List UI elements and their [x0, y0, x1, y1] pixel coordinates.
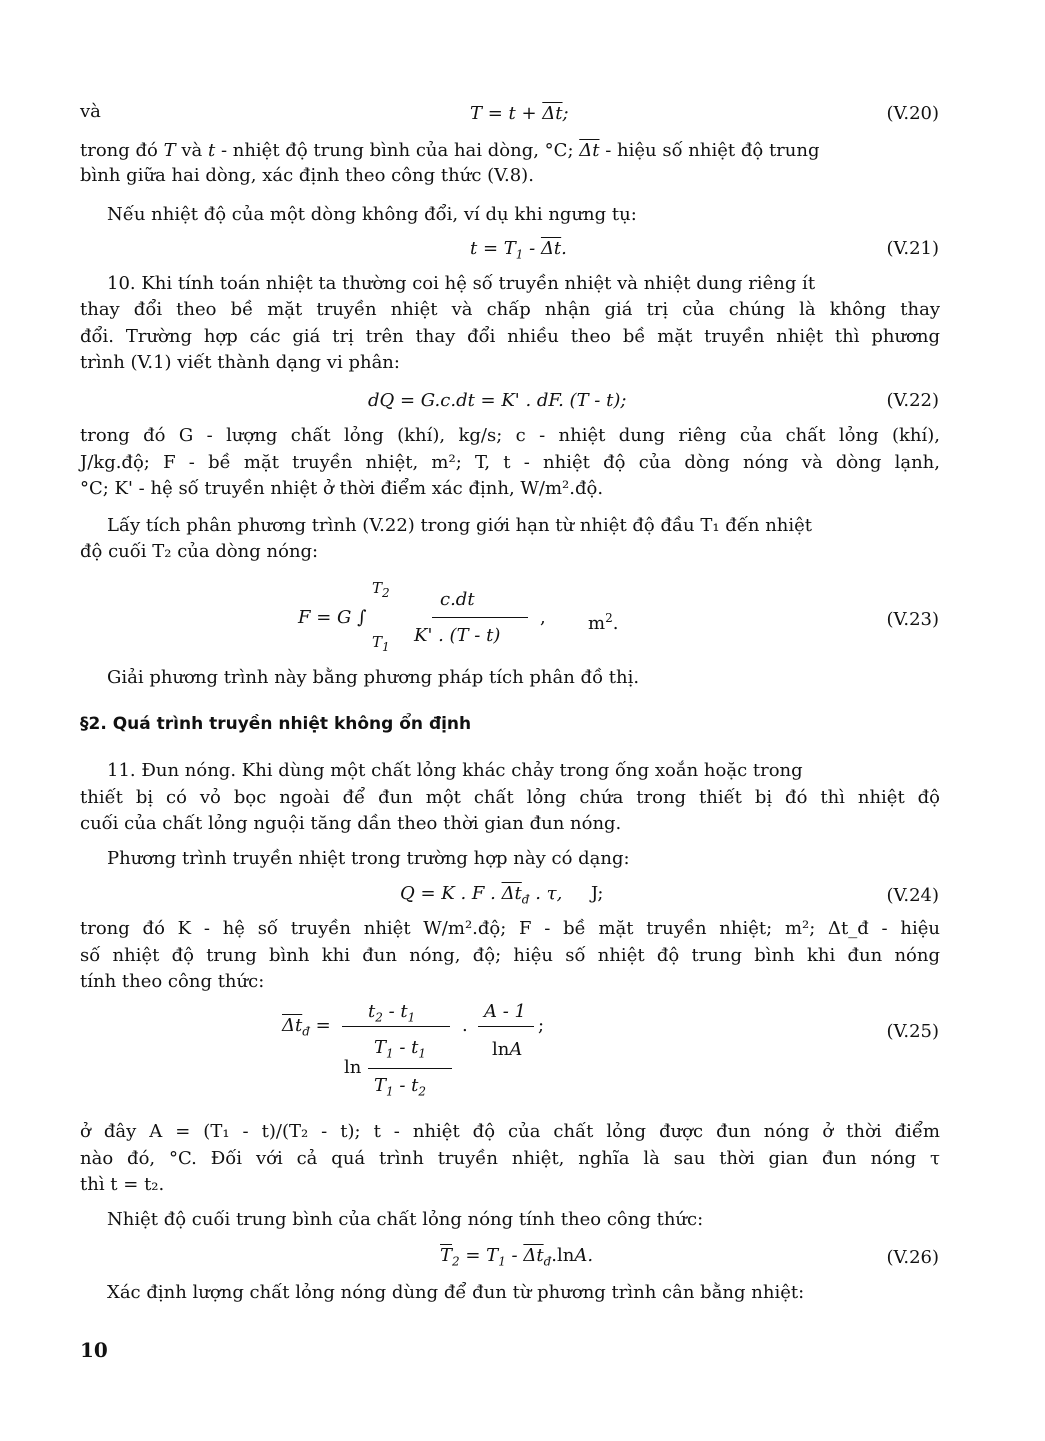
paragraph-line: ở đây A = (T₁ - t)/(T₂ - t); t - nhiệt độ của chất lỏng được đun nóng ở thời điểm: [80, 1121, 940, 1142]
paragraph-line: Nếu nhiệt độ của một dòng không đổi, ví dụ khi ngưng tụ:: [107, 204, 637, 225]
paragraph-line: nào đó, °C. Đối với cả quá trình truyền nhiệt, nghĩa là sau thời gian đun nóng τ: [80, 1148, 940, 1169]
equation-v22: dQ = G.c.dt = K' . dF. (T - t);: [368, 390, 627, 411]
page-number: 10: [80, 1338, 108, 1362]
paragraph-line: trong đó K - hệ số truyền nhiệt W/m².độ; F - bề mặt truyền nhiệt; m²; Δt_đ - hiệu: [80, 918, 940, 939]
paragraph-line: Nhiệt độ cuối trung bình của chất lỏng nóng tính theo công thức:: [107, 1209, 704, 1230]
paragraph-line: số nhiệt độ trung bình khi đun nóng, độ; hiệu số nhiệt độ trung bình khi đun nóng: [80, 945, 940, 966]
paragraph-line: đổi. Trường hợp các giá trị trên thay đổi nhiều theo bề mặt truyền nhiệt thì phương: [80, 326, 940, 347]
paragraph-line: 11. Đun nóng. Khi dùng một chất lỏng khác chảy trong ống xoắn hoặc trong: [107, 760, 803, 781]
equation-v20: $T = t + \overline{\Delta t}$;: [470, 103, 569, 124]
paragraph-line: độ cuối T₂ của dòng nóng:: [80, 541, 319, 562]
eq-label-v22: (V.22): [886, 390, 939, 411]
section-heading: §2. Quá trình truyền nhiệt không ổn định: [80, 714, 472, 734]
paragraph-line: Phương trình truyền nhiệt trong trường hợp này có dạng:: [107, 848, 630, 869]
eq-label-v24: (V.24): [886, 885, 939, 906]
paragraph-line: trình (V.1) viết thành dạng vi phân:: [80, 352, 400, 373]
paragraph-line: Lấy tích phân phương trình (V.22) trong giới hạn từ nhiệt độ đầu T₁ đến nhiệt: [107, 515, 813, 536]
paragraph-line: °C; K' - hệ số truyền nhiệt ở thời điểm xác định, W/m².độ.: [80, 478, 604, 499]
paragraph-line: thì t = t₂.: [80, 1174, 165, 1195]
equation-v24: Q = K . F . $\overline{\Delta t}_đ$ . τ, J;: [400, 883, 604, 907]
paragraph-line: thiết bị có vỏ bọc ngoài để đun một chất lỏng chứa trong thiết bị đó thì nhiệt độ: [80, 787, 940, 808]
paragraph-line: Xác định lượng chất lỏng nóng dùng để đun từ phương trình cân bằng nhiệt:: [107, 1282, 805, 1303]
paragraph-line: trong đó T và t - nhiệt độ trung bình của hai dòng, °C; $\overline{\Delta t}$ - hiệu số nhiệt độ trung: [80, 140, 820, 161]
paragraph-line: tính theo công thức:: [80, 971, 265, 992]
paragraph-line: thay đổi theo bề mặt truyền nhiệt và chấp nhận giá trị của chúng là không thay: [80, 299, 940, 320]
paragraph-line: trong đó G - lượng chất lỏng (khí), kg/s; c - nhiệt dung riêng của chất lỏng (khí),: [80, 425, 940, 446]
equation-v21: $t = T_1 - \overline{\Delta t}$.: [470, 238, 567, 262]
eq-label-v25: (V.25): [886, 1021, 939, 1042]
eq-label-v20: (V.20): [886, 103, 939, 124]
eq-label-v21: (V.21): [886, 238, 939, 259]
eq-label-v26: (V.26): [886, 1247, 939, 1268]
paragraph-line: bình giữa hai dòng, xác định theo công thức (V.8).: [80, 165, 534, 186]
paragraph-line: cuối của chất lỏng nguội tăng dần theo thời gian đun nóng.: [80, 813, 622, 834]
paragraph-line: 10. Khi tính toán nhiệt ta thường coi hệ số truyền nhiệt và nhiệt dung riêng ít: [107, 273, 816, 294]
paragraph-line: J/kg.độ; F - bề mặt truyền nhiệt, m²; T, t - nhiệt độ của dòng nóng và dòng lạnh,: [80, 452, 940, 473]
eq-label-v23: (V.23): [886, 609, 939, 630]
text-va: và: [80, 101, 101, 122]
paragraph-line: Giải phương trình này bằng phương pháp tích phân đồ thị.: [107, 667, 640, 688]
equation-v26: $\overline{T}_2 = T_1 - \overline{\Delta t}_đ.\ln A$.: [440, 1245, 594, 1269]
